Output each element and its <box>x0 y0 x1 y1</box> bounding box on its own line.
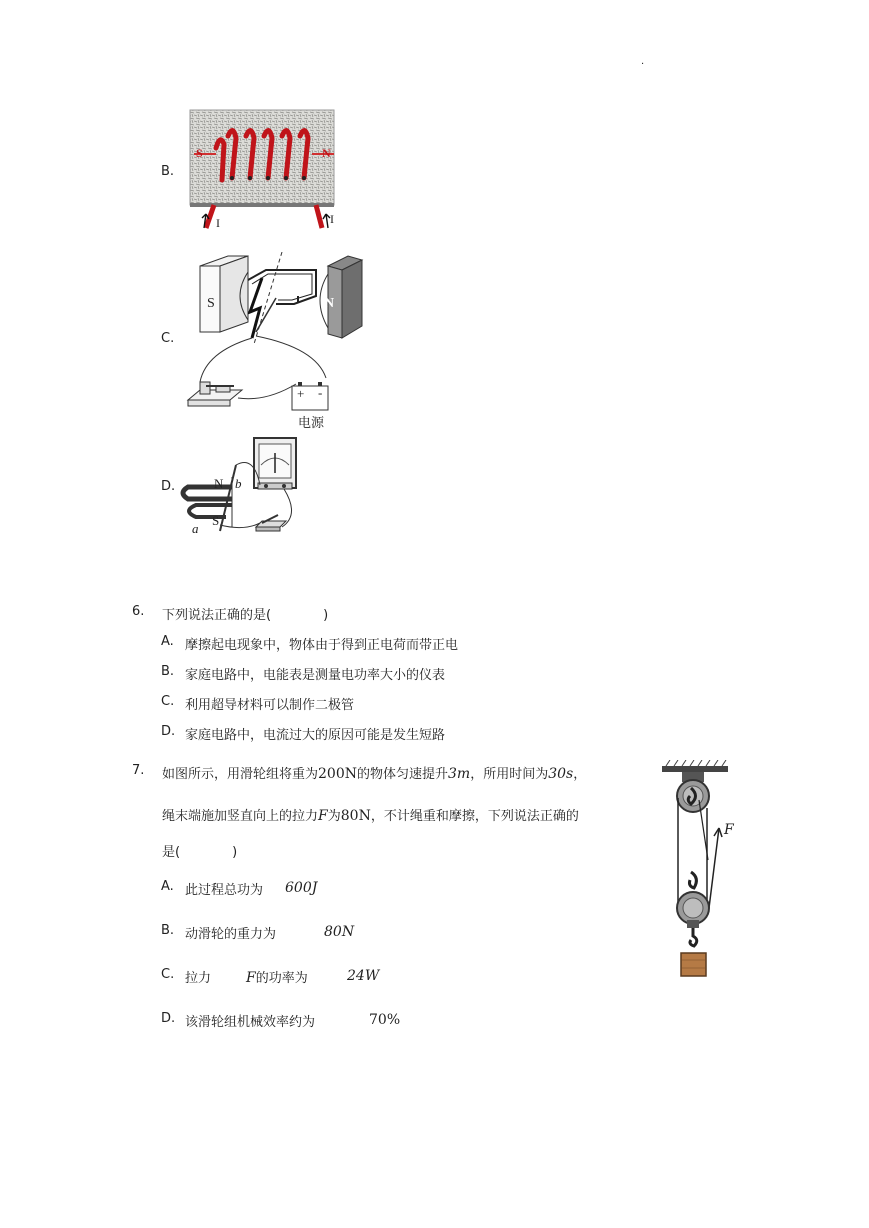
fig-d-n-label: N <box>214 476 224 491</box>
header-dot: . <box>641 56 645 67</box>
pulley-system-figure <box>658 760 748 982</box>
q7-option-d-text: 该滑轮组机械效率约为 <box>185 1015 316 1030</box>
fig-d-b-label: b <box>235 476 242 491</box>
fig-b-i-right: I <box>330 212 334 226</box>
q7-force-value: 80N <box>340 808 371 824</box>
pulley-force-label: F <box>724 822 734 838</box>
q7-time-value: 30s <box>548 766 574 782</box>
q7-line1-end: ， <box>573 767 587 782</box>
fig-b-n-label: N <box>322 146 331 160</box>
q7-line2 <box>162 805 579 824</box>
fig-c-minus: - <box>318 385 323 400</box>
q6-option-d-text: 家庭电路中，电流过大的原因可能是发生短路 <box>185 728 446 743</box>
q6-stem: 下列说法正确的是( ) <box>162 608 329 623</box>
q7-option-b-letter: B. <box>161 923 175 938</box>
q7-option-c-letter: C. <box>161 967 175 982</box>
q7-option-c-text <box>246 967 308 986</box>
q7-force-var: F <box>318 808 328 824</box>
q7-line1-mid2: ，所用时间为 <box>470 767 549 782</box>
q7-option-c-text-post: 的功率为 <box>255 971 308 986</box>
q7-option-d-letter: D. <box>161 1011 176 1026</box>
fig-c-plus: + <box>297 386 305 401</box>
q6-option-b-letter: B. <box>161 664 175 679</box>
fig-b-s-label: S <box>196 146 203 160</box>
q7-number: 7. <box>132 763 145 778</box>
motor-coil-figure <box>186 252 368 412</box>
fig-c-s-label: S <box>207 296 215 311</box>
q7-option-b-text: 动滑轮的重力为 <box>185 927 277 942</box>
q7-option-c-value: 24W <box>347 968 380 984</box>
option-b-label: B. <box>161 164 175 179</box>
q7-option-a-text: 此过程总功为 <box>185 883 264 898</box>
fig-d-s-label: S <box>212 513 220 528</box>
q6-option-d-letter: D. <box>161 724 176 739</box>
q6-number: 6. <box>132 604 145 619</box>
fig-c-power-label: 电源 <box>298 416 325 431</box>
q7-option-a-letter: A. <box>161 879 174 894</box>
q6-option-a-letter: A. <box>161 634 174 649</box>
fig-c-n-label: N <box>324 296 335 311</box>
option-c-label: C. <box>161 331 175 346</box>
q7-line1 <box>162 763 586 782</box>
q7-height-value: 3m <box>448 766 471 782</box>
q7-option-c-var: F <box>246 970 256 986</box>
fig-b-i-left: I <box>216 216 220 230</box>
q7-weight-value: 200N <box>318 766 357 782</box>
fig-d-a-label: a <box>192 521 199 536</box>
q6-option-c-text: 利用超导材料可以制作二极管 <box>185 698 355 713</box>
q6-option-a-text: 摩擦起电现象中，物体由于得到正电荷而带正电 <box>185 638 459 653</box>
q7-option-b-value: 80N <box>324 924 355 940</box>
q7-line1-pre: 如图所示，用滑轮组将重为 <box>162 767 319 782</box>
solenoid-iron-filings-figure <box>188 108 338 232</box>
q7-option-a-value: 600J <box>285 880 318 896</box>
q7-option-d-value: 70% <box>369 1012 401 1028</box>
q7-line2-end: ，不计绳重和摩擦，下列说法正确的 <box>370 809 579 824</box>
q7-line2-pre: 绳末端施加竖直向上的拉力 <box>162 809 319 824</box>
q7-line1-mid1: 的物体匀速提升 <box>357 767 449 782</box>
q7-line2-mid: 为 <box>327 809 341 824</box>
q7-line3: 是( ) <box>162 845 238 860</box>
q7-option-c-text-pre: 拉力 <box>185 971 212 986</box>
q6-option-b-text: 家庭电路中，电能表是测量电功率大小的仪表 <box>185 668 446 683</box>
option-d-label: D. <box>161 479 176 494</box>
q6-option-c-letter: C. <box>161 694 175 709</box>
